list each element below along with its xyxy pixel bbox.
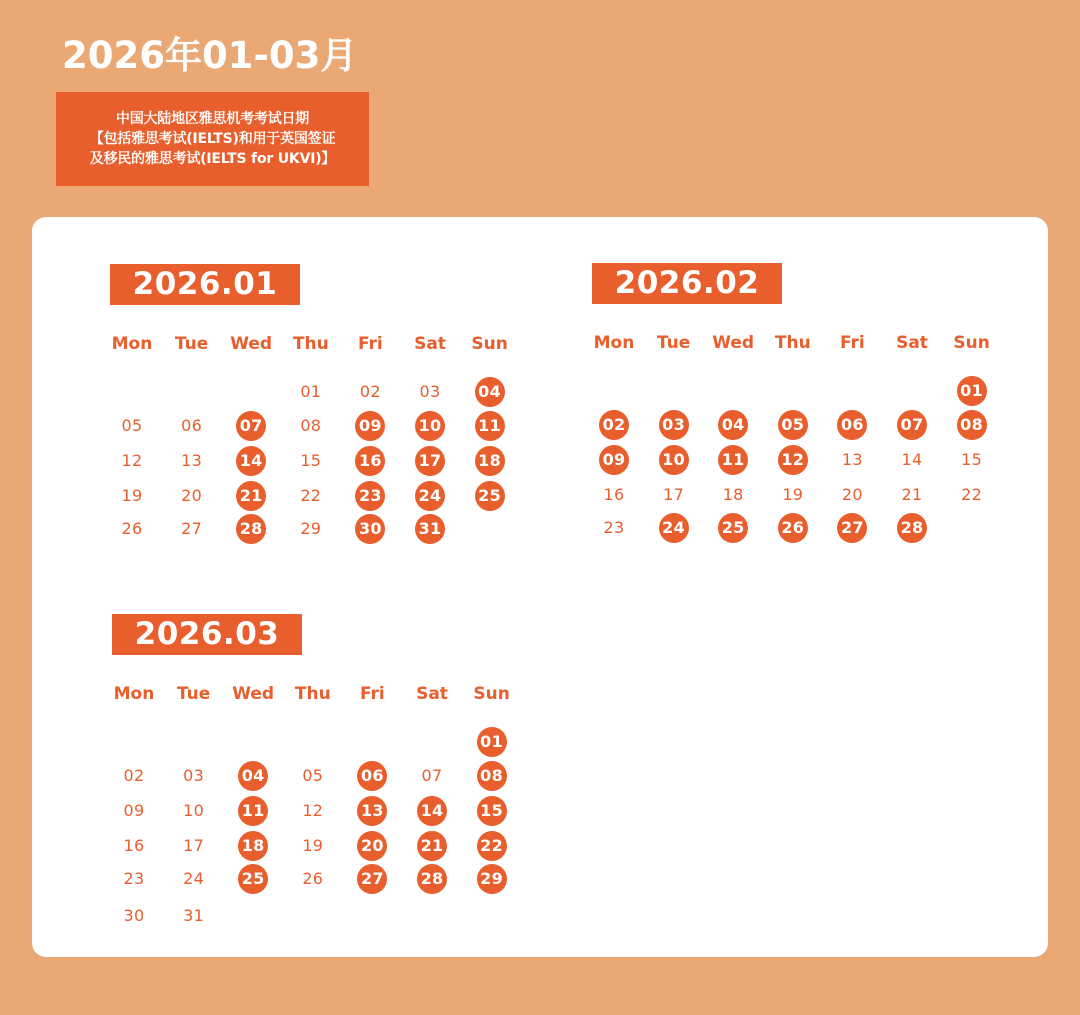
exam-date: 11 xyxy=(238,796,268,826)
calendar-date: 13 xyxy=(181,451,203,470)
exam-date: 04 xyxy=(475,377,505,407)
exam-date: 29 xyxy=(477,864,507,894)
exam-date: 04 xyxy=(718,410,748,440)
calendar-date: 07 xyxy=(421,766,443,785)
exam-date: 24 xyxy=(659,513,689,543)
calendar-date: 22 xyxy=(961,485,983,504)
calendar-date: 14 xyxy=(901,450,923,469)
calendar-date: 20 xyxy=(841,485,863,504)
exam-date: 07 xyxy=(236,411,266,441)
exam-date: 11 xyxy=(475,411,505,441)
exam-date: 31 xyxy=(415,514,445,544)
calendar-date: 15 xyxy=(300,451,322,470)
calendar-date: 19 xyxy=(121,486,143,505)
calendar-date: 17 xyxy=(663,485,685,504)
exam-date: 22 xyxy=(477,831,507,861)
subtitle-line: 及移民的雅思考试(IELTS for UKVI)】 xyxy=(89,151,336,167)
page-title: 2026年01-03月 xyxy=(62,34,358,77)
exam-date: 27 xyxy=(357,864,387,894)
month-label: 2026.01 xyxy=(110,264,300,305)
exam-date: 09 xyxy=(599,445,629,475)
exam-date: 15 xyxy=(477,796,507,826)
calendar-date: 12 xyxy=(302,801,324,820)
calendar-date: 03 xyxy=(183,766,205,785)
weekday-header-tue: Tue xyxy=(656,333,691,353)
exam-date: 18 xyxy=(475,446,505,476)
calendar-date: 19 xyxy=(302,836,324,855)
weekday-header-mon: Mon xyxy=(111,334,153,354)
calendar-date: 16 xyxy=(123,836,145,855)
exam-date: 28 xyxy=(897,513,927,543)
calendar-date: 16 xyxy=(603,485,625,504)
exam-date: 26 xyxy=(778,513,808,543)
calendar-panel xyxy=(32,217,1048,957)
exam-date: 04 xyxy=(238,761,268,791)
exam-date: 27 xyxy=(837,513,867,543)
exam-date: 06 xyxy=(837,410,867,440)
exam-date: 01 xyxy=(957,376,987,406)
weekday-header-wed: Wed xyxy=(712,333,755,353)
calendar-date: 09 xyxy=(123,801,145,820)
exam-date: 25 xyxy=(238,864,268,894)
calendar-date: 27 xyxy=(181,519,203,538)
weekday-header-wed: Wed xyxy=(232,684,275,704)
calendar-date: 06 xyxy=(181,416,203,435)
month-label: 2026.03 xyxy=(112,614,302,655)
exam-date: 23 xyxy=(355,481,385,511)
weekday-header-fri: Fri xyxy=(358,334,383,354)
exam-date: 03 xyxy=(659,410,689,440)
calendar-date: 20 xyxy=(181,486,203,505)
calendar-date: 26 xyxy=(302,869,324,888)
weekday-header-mon: Mon xyxy=(113,684,155,704)
calendar-date: 30 xyxy=(123,906,145,925)
weekday-header-thu: Thu xyxy=(292,334,329,354)
exam-date: 08 xyxy=(477,761,507,791)
exam-date: 24 xyxy=(415,481,445,511)
weekday-header-tue: Tue xyxy=(176,684,211,704)
calendar-date: 13 xyxy=(841,450,863,469)
weekday-header-thu: Thu xyxy=(294,684,331,704)
exam-date: 21 xyxy=(236,481,266,511)
calendar-date: 31 xyxy=(183,906,205,925)
exam-date: 25 xyxy=(718,513,748,543)
exam-date: 16 xyxy=(355,446,385,476)
weekday-header-sun: Sun xyxy=(471,334,508,354)
weekday-header-sat: Sat xyxy=(896,333,928,353)
calendar-date: 23 xyxy=(123,869,145,888)
calendar-date: 15 xyxy=(961,450,983,469)
exam-date: 21 xyxy=(417,831,447,861)
weekday-header-fri: Fri xyxy=(360,684,385,704)
exam-date: 30 xyxy=(355,514,385,544)
exam-date: 10 xyxy=(415,411,445,441)
calendar-date: 18 xyxy=(722,485,744,504)
calendar-date: 23 xyxy=(603,518,625,537)
calendar-date: 21 xyxy=(901,485,923,504)
exam-date: 02 xyxy=(599,410,629,440)
exam-date: 11 xyxy=(718,445,748,475)
calendar-date: 02 xyxy=(123,766,145,785)
exam-date: 14 xyxy=(417,796,447,826)
exam-date: 20 xyxy=(357,831,387,861)
calendar-date: 29 xyxy=(300,519,322,538)
calendar-date: 02 xyxy=(359,382,381,401)
month-label: 2026.02 xyxy=(592,263,782,304)
exam-date: 09 xyxy=(355,411,385,441)
weekday-header-wed: Wed xyxy=(230,334,273,354)
exam-date: 18 xyxy=(238,831,268,861)
calendar-date: 10 xyxy=(183,801,205,820)
weekday-header-sat: Sat xyxy=(416,684,448,704)
weekday-header-tue: Tue xyxy=(174,334,209,354)
subtitle-box xyxy=(56,92,369,186)
weekday-header-thu: Thu xyxy=(774,333,811,353)
exam-date: 12 xyxy=(778,445,808,475)
calendar-date: 26 xyxy=(121,519,143,538)
subtitle-line: 【包括雅思考试(IELTS)和用于英国签证 xyxy=(89,131,336,147)
calendar-date: 05 xyxy=(121,416,143,435)
exam-date: 05 xyxy=(778,410,808,440)
exam-date: 14 xyxy=(236,446,266,476)
weekday-header-sun: Sun xyxy=(473,684,510,704)
weekday-header-mon: Mon xyxy=(593,333,635,353)
exam-date: 25 xyxy=(475,481,505,511)
exam-date: 17 xyxy=(415,446,445,476)
exam-date: 01 xyxy=(477,727,507,757)
weekday-header-sat: Sat xyxy=(414,334,446,354)
weekday-header-sun: Sun xyxy=(953,333,990,353)
calendar-date: 12 xyxy=(121,451,143,470)
weekday-header-fri: Fri xyxy=(840,333,865,353)
calendar-date: 19 xyxy=(782,485,804,504)
calendar-date: 05 xyxy=(302,766,324,785)
calendar-date: 01 xyxy=(300,382,322,401)
exam-date: 10 xyxy=(659,445,689,475)
calendar-date: 24 xyxy=(183,869,205,888)
exam-date: 06 xyxy=(357,761,387,791)
calendar-date: 17 xyxy=(183,836,205,855)
exam-date: 13 xyxy=(357,796,387,826)
exam-date: 28 xyxy=(236,514,266,544)
subtitle-line: 中国大陆地区雅思机考考试日期 xyxy=(115,111,310,127)
exam-date: 08 xyxy=(957,410,987,440)
calendar-date: 22 xyxy=(300,486,322,505)
calendar-date: 03 xyxy=(419,382,441,401)
exam-date: 07 xyxy=(897,410,927,440)
exam-date: 28 xyxy=(417,864,447,894)
calendar-date: 08 xyxy=(300,416,322,435)
